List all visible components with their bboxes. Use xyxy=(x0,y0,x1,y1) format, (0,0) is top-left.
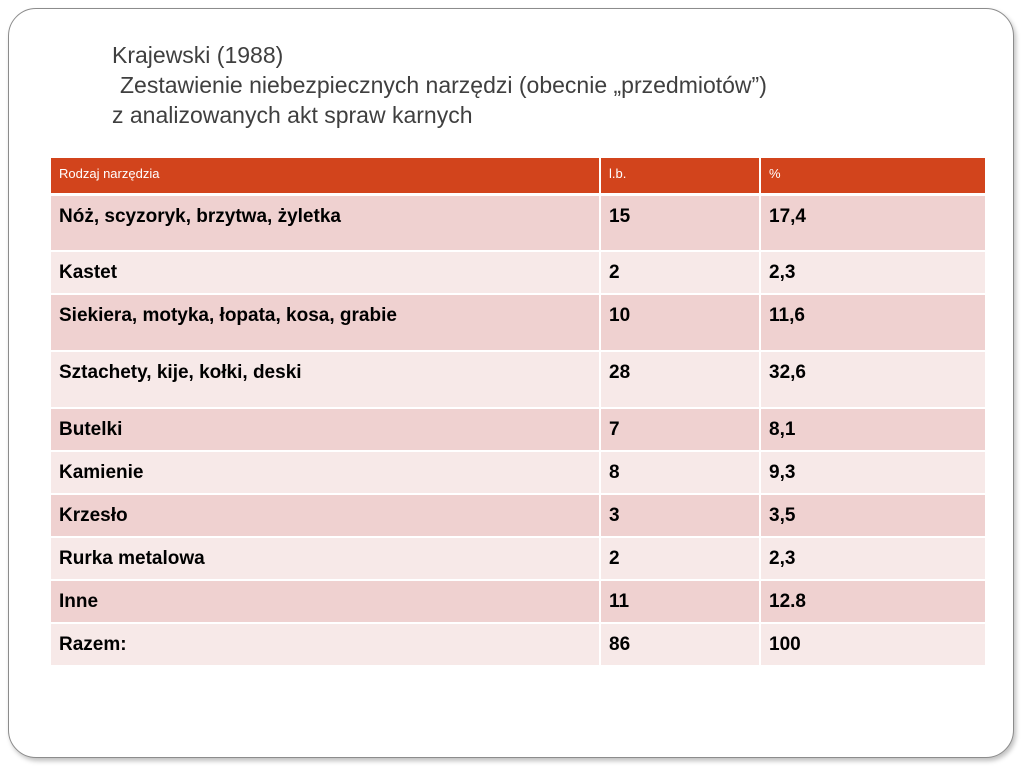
cell-count: 15 xyxy=(600,194,760,251)
header-percent: % xyxy=(760,158,985,194)
cell-count: 10 xyxy=(600,294,760,351)
cell-count: 28 xyxy=(600,351,760,408)
cell-tool: Kamienie xyxy=(51,451,600,494)
table-row xyxy=(51,194,985,251)
cell-tool: Sztachety, kije, kołki, deski xyxy=(51,351,600,408)
cell-tool: Krzesło xyxy=(51,494,600,537)
cell-tool: Siekiera, motyka, łopata, kosa, grabie xyxy=(51,294,600,351)
cell-count: 2 xyxy=(600,537,760,580)
title-line-source: z analizowanych akt spraw karnych xyxy=(112,102,473,128)
cell-tool: Rurka metalowa xyxy=(51,537,600,580)
cell-tool: Nóż, scyzoryk, brzytwa, żyletka xyxy=(51,194,600,251)
header-tool-type: Rodzaj narzędzia xyxy=(51,158,600,194)
cell-percent: 2,3 xyxy=(760,251,985,294)
cell-tool: Butelki xyxy=(51,408,600,451)
slide-title xyxy=(112,40,992,130)
cell-tool: Razem: xyxy=(51,623,600,666)
cell-count: 2 xyxy=(600,251,760,294)
table-row xyxy=(51,451,985,494)
cell-percent: 32,6 xyxy=(760,351,985,408)
table-row xyxy=(51,251,985,294)
table-row xyxy=(51,294,985,351)
table-row xyxy=(51,408,985,451)
cell-percent: 8,1 xyxy=(760,408,985,451)
cell-percent: 17,4 xyxy=(760,194,985,251)
table-row xyxy=(51,580,985,623)
cell-percent: 11,6 xyxy=(760,294,985,351)
cell-tool: Kastet xyxy=(51,251,600,294)
title-line-subject: Zestawienie niebezpiecznych narzędzi (obecnie „przedmiotów”) xyxy=(120,72,767,98)
cell-count: 7 xyxy=(600,408,760,451)
weapons-table xyxy=(51,158,985,667)
table-row xyxy=(51,494,985,537)
cell-percent: 100 xyxy=(760,623,985,666)
cell-percent: 9,3 xyxy=(760,451,985,494)
cell-percent: 12.8 xyxy=(760,580,985,623)
title-line-author: Krajewski (1988) xyxy=(112,42,284,68)
cell-percent: 3,5 xyxy=(760,494,985,537)
cell-percent: 2,3 xyxy=(760,537,985,580)
table-row xyxy=(51,351,985,408)
table-row xyxy=(51,537,985,580)
cell-count: 86 xyxy=(600,623,760,666)
cell-count: 8 xyxy=(600,451,760,494)
table-header-row xyxy=(51,158,985,194)
cell-count: 11 xyxy=(600,580,760,623)
cell-count: 3 xyxy=(600,494,760,537)
cell-tool: Inne xyxy=(51,580,600,623)
table-row xyxy=(51,623,985,666)
header-count: l.b. xyxy=(600,158,760,194)
